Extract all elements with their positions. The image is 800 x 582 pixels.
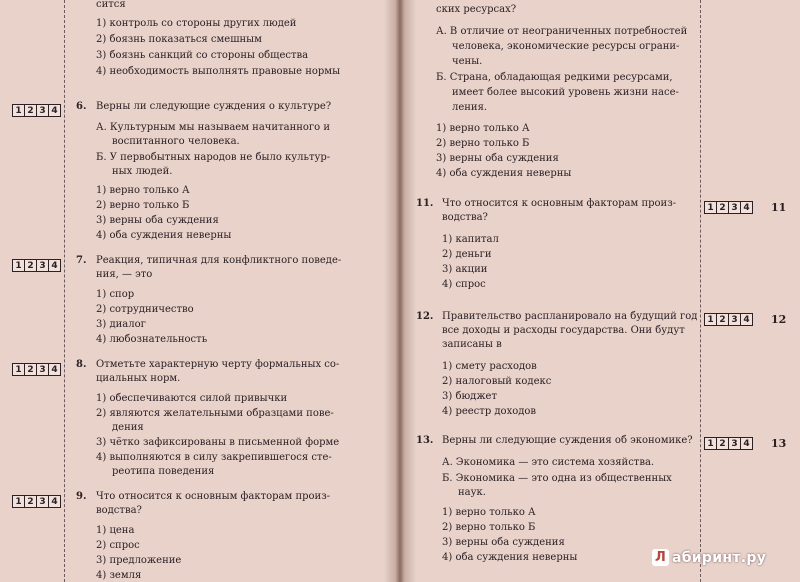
statement: имеет более высокий уровень жизни насе- <box>452 87 679 98</box>
question-text: сится <box>96 0 126 10</box>
answer-cell[interactable]: 2 <box>25 364 37 375</box>
statement: наук. <box>458 487 486 498</box>
option: 4) оба суждения неверны <box>442 552 578 563</box>
option: 1) верно только А <box>436 123 530 134</box>
answer-cell[interactable]: 1 <box>705 202 717 213</box>
answer-cell[interactable]: 2 <box>717 202 729 213</box>
option: 2) верно только Б <box>436 138 530 149</box>
answer-box-q7[interactable] <box>12 259 61 272</box>
answer-box-q11[interactable] <box>704 201 786 214</box>
option: 2) деньги <box>442 249 492 260</box>
answer-cell[interactable]: 3 <box>37 105 49 116</box>
answer-box-q8[interactable] <box>12 363 61 376</box>
answer-cell[interactable]: 4 <box>51 364 58 375</box>
option: 1) верно только А <box>96 185 190 196</box>
answer-cell[interactable]: 1 <box>705 438 717 449</box>
statement: А. Экономика — это система хозяйства. <box>442 457 655 468</box>
statement: воспитанного человека. <box>112 136 240 147</box>
answer-cell[interactable]: 1 <box>13 496 25 507</box>
answer-cell[interactable]: 4 <box>743 202 750 213</box>
answer-cell[interactable]: 2 <box>25 260 37 271</box>
option: 3) акции <box>442 264 488 275</box>
option: 2) являются желательными образцами пове- <box>96 408 334 419</box>
answer-cell[interactable]: 2 <box>717 438 729 449</box>
labirint-logo <box>652 549 766 566</box>
statement: Б. Страна, обладающая редкими ресурсами, <box>436 72 673 83</box>
question-number: 9. <box>76 491 87 502</box>
answer-cell[interactable]: 1 <box>13 364 25 375</box>
option: 3) верны оба суждения <box>96 215 219 226</box>
answer-cell[interactable]: 3 <box>37 496 49 507</box>
logo-text: абиринт.ру <box>672 549 767 566</box>
statement: чены. <box>452 56 483 67</box>
statement: человека, экономические ресурсы ограни- <box>452 41 680 52</box>
statement: ления. <box>452 102 488 113</box>
answer-box-number: 12 <box>771 313 787 326</box>
question-text: Реакция, типичная для конфликтного поведе- <box>96 255 342 266</box>
option: 1) контроль со стороны других людей <box>96 18 297 29</box>
answer-cell[interactable]: 3 <box>729 438 741 449</box>
option: 1) спор <box>96 289 135 300</box>
answer-cell[interactable]: 4 <box>51 496 58 507</box>
option: 3) чётко зафиксированы в письменной форме <box>96 437 340 448</box>
option: дения <box>112 422 144 433</box>
question-number: 6. <box>76 101 87 112</box>
option: 4) оба суждения неверны <box>436 168 572 179</box>
question-text: водства? <box>442 212 488 223</box>
answer-cell[interactable]: 3 <box>729 202 741 213</box>
answer-cell[interactable]: 1 <box>705 314 717 325</box>
answer-cell[interactable]: 1 <box>13 105 25 116</box>
right-margin-line <box>700 0 701 582</box>
statement: А. Культурным мы называем начитанного и <box>96 122 331 133</box>
option: 3) бюджет <box>442 391 497 402</box>
book-spine <box>384 0 416 582</box>
question-text: водства? <box>96 505 142 516</box>
left-margin-line <box>64 0 65 582</box>
answer-cell[interactable]: 2 <box>717 314 729 325</box>
question-text: Что относится к основным факторам произ- <box>96 491 331 502</box>
question-text: записаны в <box>442 339 502 350</box>
statement: ных людей. <box>112 166 173 177</box>
option: 4) выполняются в силу закрепившегося сте- <box>96 452 332 463</box>
question-text: Отметьте характерную черту формальных со- <box>96 359 340 370</box>
option: 3) боязнь санкций со стороны общества <box>96 50 309 61</box>
question-number: 13. <box>416 435 434 446</box>
option: 3) диалог <box>96 319 146 330</box>
question-text: ских ресурсах? <box>436 4 517 15</box>
question-text: циальных норм. <box>96 373 181 384</box>
question-text: Верны ли следующие суждения об экономике? <box>442 435 693 446</box>
option: 4) земля <box>96 570 142 581</box>
question-number: 12. <box>416 311 434 322</box>
option: 4) оба суждения неверны <box>96 230 232 241</box>
question-number: 11. <box>416 198 434 209</box>
answer-cell[interactable]: 4 <box>51 260 58 271</box>
question-text: Правительство распланировало на будущий год <box>442 311 698 322</box>
option: 2) боязнь показаться смешным <box>96 34 262 45</box>
answer-cell[interactable]: 3 <box>37 260 49 271</box>
option: 1) смету расходов <box>442 361 537 372</box>
option: 2) сотрудничество <box>96 304 194 315</box>
option: 4) любознательность <box>96 334 208 345</box>
answer-box-number: 11 <box>771 201 787 214</box>
question-text: ния, — это <box>96 269 153 280</box>
option: реотипа поведения <box>112 466 215 477</box>
option: 4) необходимость выполнять правовые нормы <box>96 66 341 77</box>
option: 3) предложение <box>96 555 182 566</box>
question-number: 8. <box>76 359 87 370</box>
answer-cell[interactable]: 3 <box>729 314 741 325</box>
option: 2) спрос <box>96 540 140 551</box>
answer-cell[interactable]: 4 <box>743 314 750 325</box>
answer-box-q6[interactable] <box>12 104 61 117</box>
option: 1) верно только А <box>442 507 536 518</box>
question-text: Что относится к основным факторам произ- <box>442 198 677 209</box>
option: 4) реестр доходов <box>442 406 537 417</box>
question-number: 7. <box>76 255 87 266</box>
option: 1) капитал <box>442 234 499 245</box>
answer-cell[interactable]: 3 <box>37 364 49 375</box>
answer-cell[interactable]: 4 <box>743 438 750 449</box>
answer-box-q12[interactable] <box>704 313 786 326</box>
option: 2) налоговый кодекс <box>442 376 552 387</box>
labirint-mark-icon: Л <box>652 549 669 566</box>
question-text: Верны ли следующие суждения о культуре? <box>96 101 332 112</box>
option: 3) верны оба суждения <box>436 153 559 164</box>
statement: Б. У первобытных народов не было культур- <box>96 152 331 163</box>
option: 1) обеспечиваются силой привычки <box>96 393 288 404</box>
option: 3) верны оба суждения <box>442 537 565 548</box>
option: 2) верно только Б <box>442 522 536 533</box>
answer-cell[interactable]: 1 <box>13 260 25 271</box>
answer-box-q13[interactable] <box>704 437 786 450</box>
answer-cell[interactable]: 2 <box>25 496 37 507</box>
answer-box-number: 13 <box>771 437 787 450</box>
answer-box-q9[interactable] <box>12 495 61 508</box>
left-page <box>0 0 398 582</box>
statement: Б. Экономика — это одна из общественных <box>442 473 672 484</box>
statement: А. В отличие от неограниченных потребностей <box>436 26 688 37</box>
right-page <box>402 0 800 582</box>
option: 2) верно только Б <box>96 200 190 211</box>
option: 4) спрос <box>442 279 486 290</box>
answer-cell[interactable]: 2 <box>25 105 37 116</box>
option: 1) цена <box>96 525 135 536</box>
answer-cell[interactable]: 4 <box>51 105 58 116</box>
question-text: все доходы и расходы государства. Они будут <box>442 325 685 336</box>
